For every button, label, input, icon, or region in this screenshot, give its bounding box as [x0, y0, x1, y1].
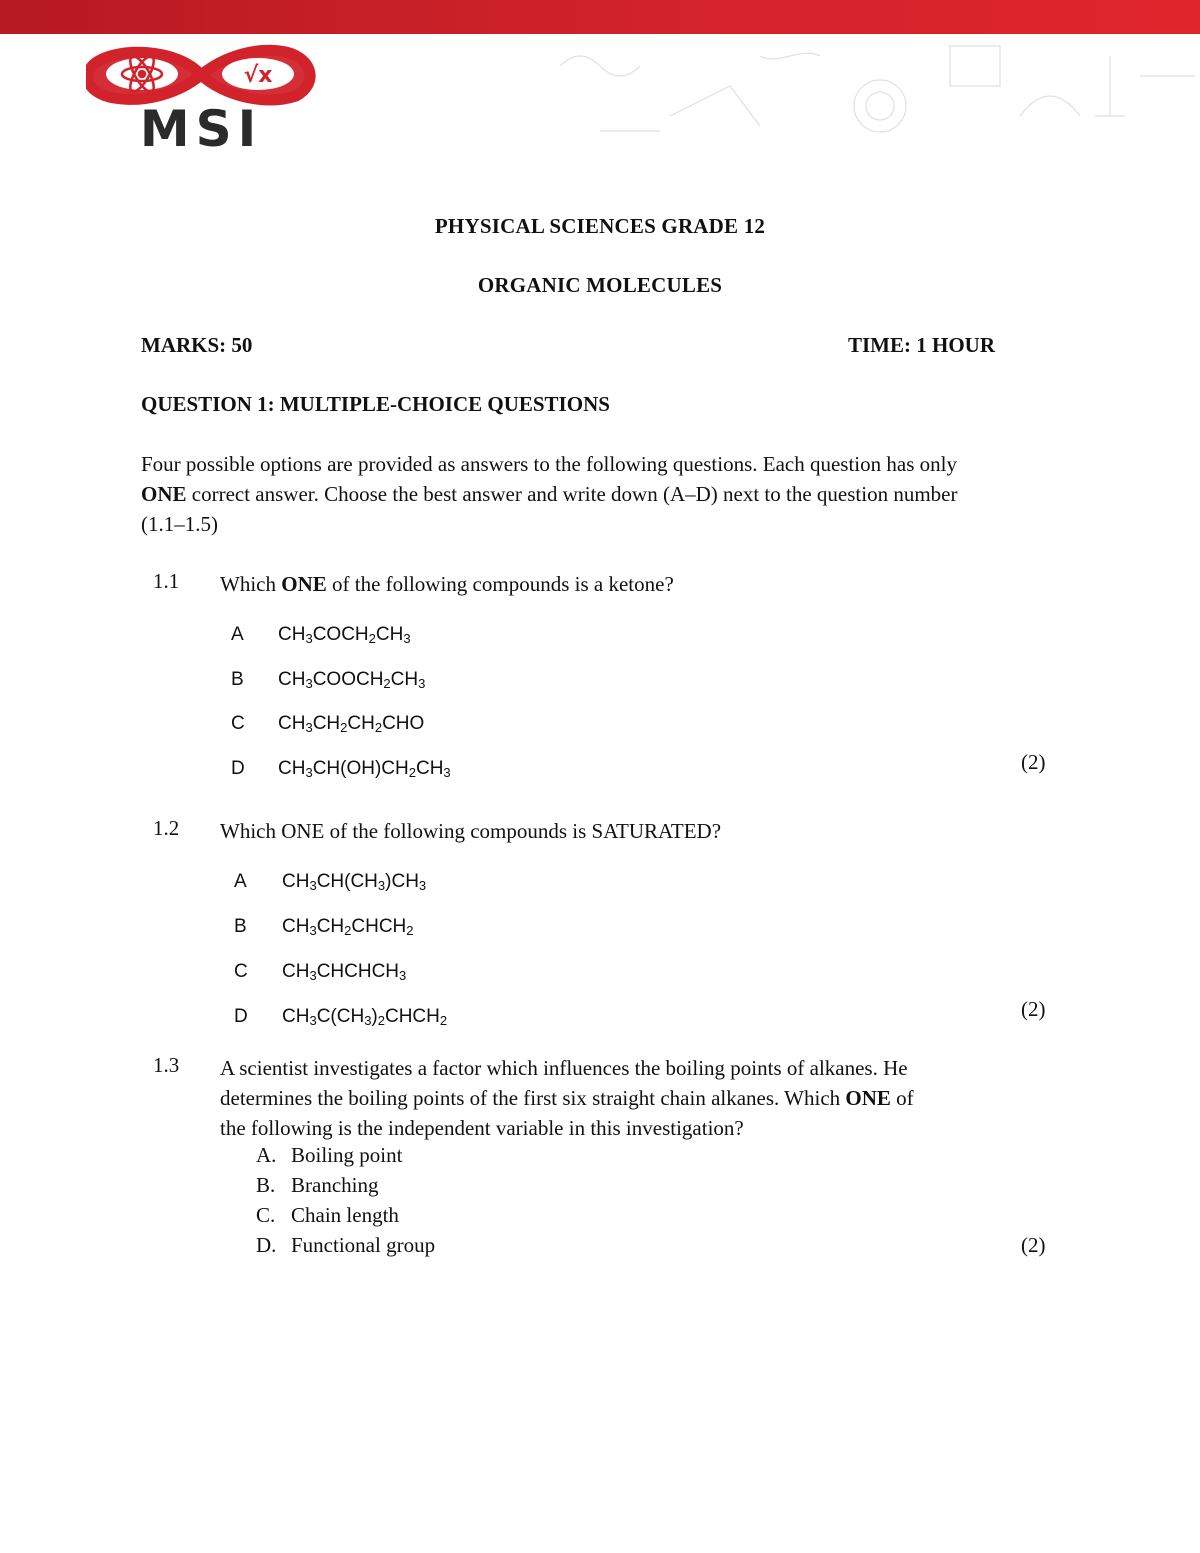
- question-text-part: Which: [220, 572, 282, 596]
- option-formula: $CH_3C(CH_3)_2CHCH_2$: [282, 1006, 448, 1028]
- option-letter: C.: [256, 1203, 276, 1227]
- option-letter: D: [234, 1006, 248, 1027]
- option-formula: $CH_3CH_2CH_2CHO$: [278, 713, 425, 735]
- question-number: 1.1: [153, 569, 180, 593]
- option-formula: $CH_3CH(CH_3)CH_3$: [282, 871, 427, 893]
- option-item: [256, 1203, 399, 1228]
- option-letter: A.: [256, 1143, 277, 1167]
- question-marks: (2): [1021, 750, 1046, 774]
- section-heading: QUESTION 1: MULTIPLE-CHOICE QUESTIONS: [141, 392, 610, 416]
- instructions-line-2: [141, 479, 1081, 509]
- option-letter: D: [231, 758, 245, 779]
- option-letter: A: [231, 624, 244, 645]
- instructions-line-2-text: correct answer. Choose the best answer and write down (A–D) next to the question number: [186, 482, 958, 506]
- option-formula: $CH_3CHCHCH_3$: [282, 961, 407, 983]
- question-text-line: [220, 1083, 1020, 1113]
- option-text: Functional group: [291, 1233, 436, 1257]
- option-letter: A: [234, 871, 247, 892]
- option-formula: $CH_3CH_2CHCH_2$: [282, 916, 414, 938]
- instructions-paragraph: [141, 449, 1081, 539]
- option-letter: B.: [256, 1173, 276, 1197]
- emphasis-one: ONE: [141, 482, 187, 506]
- time-label: TIME: 1 HOUR: [848, 333, 995, 357]
- question-number: 1.2: [153, 816, 180, 840]
- msi-logo: [86, 44, 316, 154]
- document-subtitle: ORGANIC MOLECULES: [477, 273, 723, 297]
- marks-label: MARKS: 50: [141, 333, 253, 357]
- question-text-line: A scientist investigates a factor which influences the boiling points of alkanes. He: [220, 1056, 908, 1080]
- option-letter: C: [234, 961, 248, 982]
- question-text: [220, 1053, 1020, 1143]
- option-item: [256, 1233, 435, 1258]
- question-text-line: the following is the independent variable in this investigation?: [220, 1116, 744, 1140]
- option-letter: D.: [256, 1233, 277, 1257]
- question-text-part: of the following compounds is a ketone?: [326, 572, 674, 596]
- question-marks: (2): [1021, 1233, 1046, 1257]
- emphasis-one: ONE: [845, 1086, 891, 1110]
- option-formula: $CH_3CH(OH)CH_2CH_3$: [278, 758, 451, 780]
- option-letter: B: [234, 916, 247, 937]
- instructions-line-1: Four possible options are provided as answers to the following questions. Each question has only: [141, 452, 957, 476]
- option-text: Chain length: [291, 1203, 399, 1227]
- question-text-part: determines the boiling points of the first six straight chain alkanes. Which: [220, 1086, 846, 1110]
- formula-sketch-background: [520, 36, 1200, 146]
- question-text-part: of: [890, 1086, 914, 1110]
- option-letter: B: [231, 669, 244, 690]
- question-text: Which ONE of the following compounds is SATURATED?: [220, 819, 722, 843]
- option-item: [256, 1143, 402, 1168]
- option-formula: $CH_3COOCH_2CH_3$: [278, 669, 426, 691]
- top-color-band: [0, 0, 1200, 34]
- logo-wordmark: MSI: [139, 100, 263, 154]
- sqrt-symbol: √x: [243, 63, 273, 88]
- document-title: PHYSICAL SCIENCES GRADE 12: [434, 214, 766, 238]
- option-text: Branching: [291, 1173, 379, 1197]
- option-formula: $CH_3COCH_2CH_3$: [278, 624, 411, 646]
- instructions-line-3: (1.1–1.5): [141, 512, 218, 536]
- option-text: Boiling point: [291, 1143, 403, 1167]
- question-marks: (2): [1021, 997, 1046, 1021]
- option-item: [256, 1173, 378, 1198]
- option-letter: C: [231, 713, 245, 734]
- emphasis-one: ONE: [281, 572, 327, 596]
- question-text: [220, 569, 674, 599]
- question-number: 1.3: [153, 1053, 180, 1077]
